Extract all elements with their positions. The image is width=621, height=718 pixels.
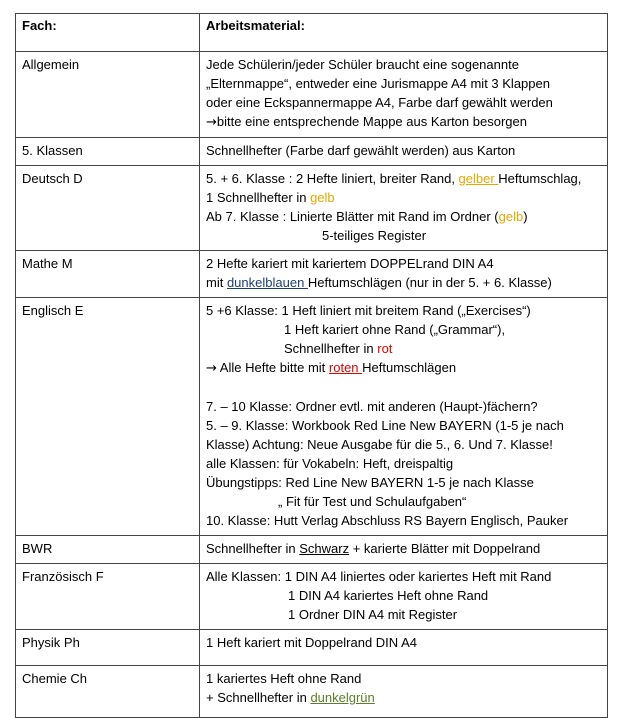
table-row	[16, 630, 608, 666]
table-row	[16, 666, 608, 718]
fach-cell: Physik Ph	[16, 630, 200, 666]
text-line	[206, 339, 601, 358]
text-segment: Heftumschlag,	[498, 171, 582, 186]
material-cell	[200, 52, 608, 138]
text-line: „Elternmappe“, entweder eine Jurismappe A4 mit 3 Klappen	[206, 76, 550, 91]
spacer	[206, 378, 601, 397]
fach-cell: 5. Klassen	[16, 138, 200, 166]
text-line: Jede Schülerin/jeder Schüler braucht eine sogenannte	[206, 57, 519, 72]
text-line	[206, 207, 601, 226]
text-line: 1 Heft kariert ohne Rand („Grammar“),	[284, 322, 506, 337]
table-row	[16, 251, 608, 298]
table-row	[16, 536, 608, 564]
material-cell	[200, 298, 608, 536]
fach-cell: Allgemein	[16, 52, 200, 138]
text-segment: mit	[206, 275, 227, 290]
table-row	[16, 166, 608, 251]
text-segment: + Schnellhefter in	[206, 690, 311, 705]
fach-cell: BWR	[16, 536, 200, 564]
header-row	[16, 14, 608, 52]
text-line: 5-teiliges Register	[322, 228, 427, 243]
text-segment: 1 Schnellhefter in	[206, 190, 311, 205]
header-arbeitsmaterial: Arbeitsmaterial:	[200, 14, 608, 52]
text-segment: Schnellhefter in	[284, 341, 378, 356]
text-segment: bitte eine entsprechende Mappe aus Karton besorgen	[216, 114, 527, 129]
text-line: 2 Hefte kariert mit kariertem DOPPELrand DIN A4	[206, 256, 494, 271]
material-table	[15, 13, 608, 718]
arrow-right-icon: →	[206, 115, 217, 130]
table-row	[16, 52, 608, 138]
material-cell	[200, 251, 608, 298]
text-line: 5. – 9. Klasse: Workbook Red Line New BAYERN (1-5 je nach	[206, 418, 564, 433]
text-line: 1 DIN A4 kariertes Heft ohne Rand	[288, 588, 489, 603]
text-line	[206, 188, 601, 207]
table-row	[16, 138, 608, 166]
arrow-right-icon: →	[206, 361, 217, 376]
text-line	[206, 169, 601, 188]
text-line	[206, 358, 601, 378]
table-row	[16, 564, 608, 630]
material-cell	[200, 630, 608, 666]
material-cell	[200, 666, 608, 718]
text-line: oder eine Eckspannermappe A4, Farbe darf gewählt werden	[206, 95, 553, 110]
text-line: „ Fit für Test und Schulaufgaben“	[278, 494, 467, 509]
text-line: 5 +6 Klasse: 1 Heft liniert mit breitem Rand („Exercises“)	[206, 303, 531, 318]
text-line: Alle Klassen: 1 DIN A4 liniertes oder kariertes Heft mit Rand	[206, 569, 552, 584]
header-fach: Fach:	[16, 14, 200, 52]
material-cell	[200, 166, 608, 251]
text-segment: Heftumschlägen (nur in der 5. + 6. Klasse)	[307, 275, 552, 290]
text-segment: )	[523, 209, 528, 224]
text-segment: Ab 7. Klasse : Linierte Blätter mit Rand im Ordner (	[206, 209, 499, 224]
text-line: Übungstipps: Red Line New BAYERN 1-5 je nach Klasse	[206, 475, 534, 490]
text-line: Klasse) Achtung: Neue Ausgabe für die 5., 6. Und 7. Klasse!	[206, 437, 553, 452]
text-line: Schnellhefter (Farbe darf gewählt werden) aus Karton	[206, 143, 516, 158]
fach-cell: Englisch E	[16, 298, 200, 536]
text-line: 7. – 10 Klasse: Ordner evtl. mit anderen (Haupt-)fächern?	[206, 399, 538, 414]
colored-text: gelber	[458, 171, 499, 186]
text-line	[206, 688, 601, 707]
text-line	[206, 539, 601, 558]
text-line: alle Klassen: für Vokabeln: Heft, dreispaltig	[206, 456, 454, 471]
text-line	[206, 112, 601, 132]
colored-text: dunkelgrün	[310, 690, 375, 705]
material-cell	[200, 138, 608, 166]
colored-text: gelb	[310, 190, 335, 205]
material-cell	[200, 564, 608, 630]
text-line: 10. Klasse: Hutt Verlag Abschluss RS Bayern Englisch, Pauker	[206, 513, 569, 528]
material-cell	[200, 536, 608, 564]
text-segment: Heftumschlägen	[362, 360, 457, 375]
colored-text: dunkelblauen	[226, 275, 308, 290]
colored-text: gelb	[498, 209, 524, 224]
colored-text: rot	[377, 341, 393, 356]
text-line: 1 Ordner DIN A4 mit Register	[288, 607, 458, 622]
text-segment: 5. + 6. Klasse : 2 Hefte liniert, breiter Rand,	[206, 171, 459, 186]
fach-cell: Mathe M	[16, 251, 200, 298]
underlined-text: Schwarz	[299, 541, 350, 556]
fach-cell: Chemie Ch	[16, 666, 200, 718]
fach-cell: Deutsch D	[16, 166, 200, 251]
text-segment: Alle Hefte bitte mit	[216, 360, 329, 375]
colored-text: roten	[328, 360, 363, 375]
text-line: 1 Heft kariert mit Doppelrand DIN A4	[206, 635, 417, 650]
text-segment: Schnellhefter in	[206, 541, 300, 556]
table-row	[16, 298, 608, 536]
text-line	[206, 273, 601, 292]
fach-cell: Französisch F	[16, 564, 200, 630]
text-segment: + karierte Blätter mit Doppelrand	[349, 541, 541, 556]
text-line: 1 kariertes Heft ohne Rand	[206, 671, 362, 686]
